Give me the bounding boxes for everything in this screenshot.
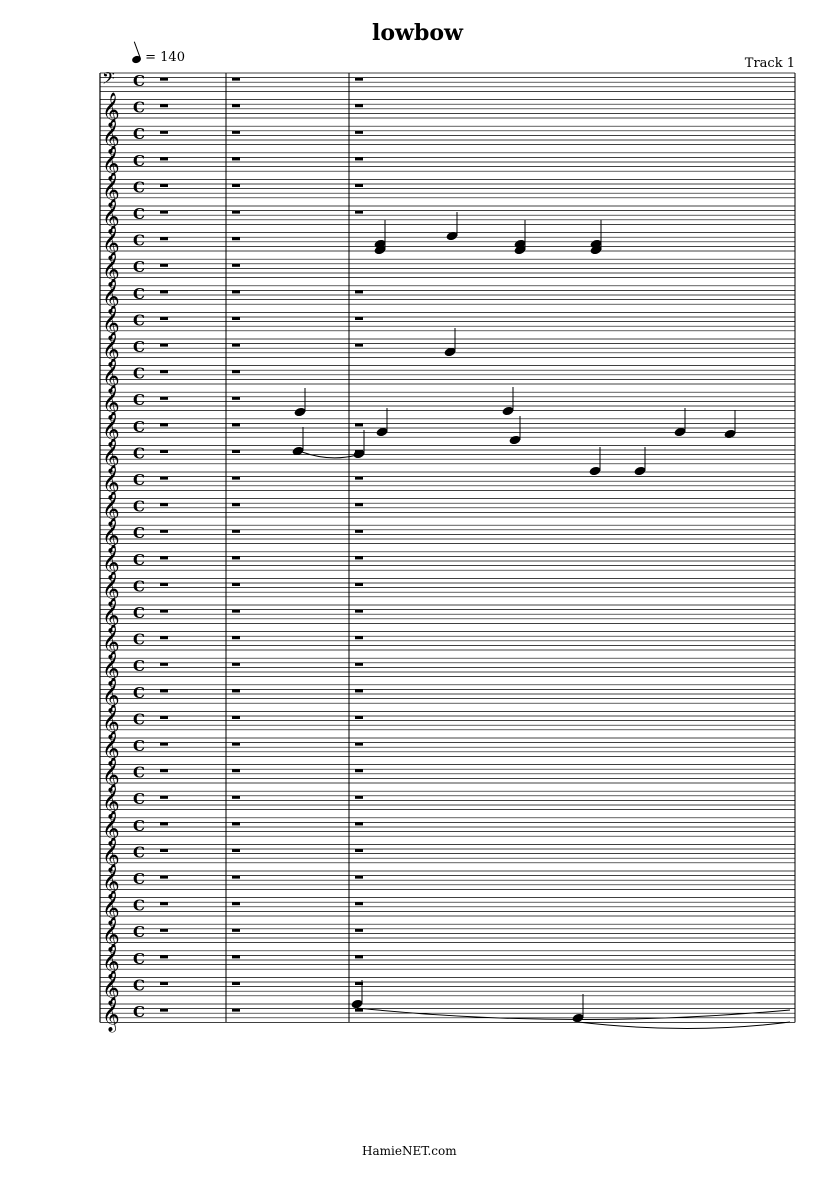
whole-rest (160, 530, 168, 533)
time-signature: C (133, 391, 145, 410)
time-signature: C (133, 258, 145, 277)
time-signature: C (133, 896, 145, 915)
whole-rest (355, 876, 363, 879)
whole-rest (232, 397, 240, 400)
whole-rest (355, 716, 363, 719)
whole-rest (355, 530, 363, 533)
treble-clef-icon: 𝄞 (102, 624, 120, 660)
time-signature: C (133, 311, 145, 330)
whole-rest (160, 477, 168, 480)
whole-rest (355, 689, 363, 692)
time-signature: C (133, 790, 145, 809)
whole-rest (232, 503, 240, 506)
whole-rest (232, 317, 240, 320)
whole-rest (160, 450, 168, 453)
whole-rest (232, 929, 240, 932)
whole-rest (355, 849, 363, 852)
time-signature: C (133, 125, 145, 144)
whole-rest (232, 902, 240, 905)
time-signature: C (133, 72, 145, 90)
time-signature: C (133, 816, 145, 835)
treble-clef-icon: 𝄞 (102, 943, 120, 979)
whole-rest (232, 822, 240, 825)
time-signature: C (133, 976, 145, 995)
whole-rest (355, 902, 363, 905)
whole-rest (355, 211, 363, 214)
treble-clef-icon: 𝄞 (102, 784, 120, 820)
whole-rest (232, 743, 240, 746)
whole-rest (232, 78, 240, 81)
whole-rest (160, 955, 168, 958)
whole-rest (355, 929, 363, 932)
whole-rest (160, 876, 168, 879)
whole-rest (232, 769, 240, 772)
treble-clef-icon: 𝄞 (102, 411, 120, 447)
time-signature: C (133, 630, 145, 649)
whole-rest (232, 450, 240, 453)
whole-rest (232, 530, 240, 533)
treble-clef-icon: 𝄞 (102, 837, 120, 873)
whole-rest (160, 583, 168, 586)
time-signature: C (133, 284, 145, 303)
whole-rest (160, 556, 168, 559)
whole-rest (232, 1009, 240, 1012)
treble-clef-icon: 𝄞 (102, 970, 120, 1006)
whole-rest (232, 982, 240, 985)
tie (578, 1022, 790, 1029)
time-signature: C (133, 683, 145, 702)
whole-rest (160, 902, 168, 905)
whole-rest (355, 796, 363, 799)
whole-rest (160, 769, 168, 772)
treble-clef-icon: 𝄞 (102, 890, 120, 926)
treble-clef-icon: 𝄞 (102, 544, 120, 580)
whole-rest (232, 290, 240, 293)
whole-rest (355, 743, 363, 746)
whole-rest (232, 716, 240, 719)
whole-rest (232, 610, 240, 613)
time-signature: C (133, 763, 145, 782)
treble-clef-icon: 𝄞 (102, 571, 120, 607)
tempo-text: = 140 (145, 50, 185, 65)
whole-rest (160, 1009, 168, 1012)
whole-rest (232, 796, 240, 799)
whole-rest (232, 849, 240, 852)
score-title: lowbow (372, 20, 463, 46)
whole-rest (355, 583, 363, 586)
whole-rest (160, 397, 168, 400)
time-signature: C (133, 417, 145, 436)
treble-clef-icon: 𝄞 (102, 491, 120, 527)
whole-rest (355, 822, 363, 825)
whole-rest (232, 876, 240, 879)
whole-rest (232, 556, 240, 559)
time-signature: C (133, 471, 145, 489)
treble-clef-icon: 𝄞 (102, 997, 120, 1032)
whole-rest (355, 290, 363, 293)
time-signature: C (133, 577, 145, 596)
whole-rest (355, 556, 363, 559)
whole-rest (160, 849, 168, 852)
time-signature: C (133, 151, 145, 170)
treble-clef-icon: 𝄞 (102, 225, 120, 261)
time-signature: C (133, 710, 145, 729)
whole-rest (160, 131, 168, 134)
treble-clef-icon: 𝄞 (102, 119, 120, 155)
whole-rest (160, 982, 168, 985)
treble-clef-icon: 𝄞 (102, 199, 120, 234)
time-signature: C (133, 364, 145, 383)
whole-rest (160, 689, 168, 692)
whole-rest (355, 104, 363, 107)
whole-rest (232, 689, 240, 692)
treble-clef-icon: 𝄞 (102, 305, 120, 341)
whole-rest (160, 317, 168, 320)
treble-clef-icon: 𝄞 (102, 704, 120, 740)
treble-clef-icon: 𝄞 (102, 332, 120, 367)
treble-clef-icon: 𝄞 (102, 145, 120, 181)
treble-clef-icon: 𝄞 (102, 438, 120, 474)
whole-rest (355, 317, 363, 320)
whole-rest (160, 423, 168, 426)
whole-rest (232, 344, 240, 347)
treble-clef-icon: 𝄞 (102, 92, 120, 128)
whole-rest (232, 636, 240, 639)
footer-credit: HamieNET.com (362, 1144, 457, 1158)
time-signature: C (133, 1003, 145, 1021)
whole-rest (232, 423, 240, 426)
whole-rest (232, 663, 240, 666)
whole-rest (232, 264, 240, 267)
whole-rest (160, 929, 168, 932)
treble-clef-icon: 𝄞 (102, 864, 120, 899)
whole-rest (232, 955, 240, 958)
whole-rest (160, 157, 168, 160)
whole-rest (160, 370, 168, 373)
whole-rest (160, 716, 168, 719)
time-signature: C (133, 949, 145, 968)
treble-clef-icon: 𝄞 (102, 465, 120, 500)
whole-rest (160, 290, 168, 293)
time-signature: C (133, 338, 145, 356)
whole-rest (160, 264, 168, 267)
treble-clef-icon: 𝄞 (102, 385, 120, 421)
time-signature: C (133, 604, 145, 622)
bass-clef-icon: 𝄢 (102, 68, 115, 92)
treble-clef-icon: 𝄞 (102, 172, 120, 208)
whole-rest (160, 104, 168, 107)
treble-clef-icon: 𝄞 (102, 917, 120, 953)
whole-rest (232, 477, 240, 480)
time-signature: C (133, 843, 145, 862)
time-signature: C (133, 231, 145, 250)
time-signature: C (133, 98, 145, 117)
whole-rest (355, 955, 363, 958)
whole-rest (355, 663, 363, 666)
whole-rest (232, 104, 240, 107)
whole-rest (232, 237, 240, 240)
whole-rest (160, 184, 168, 187)
whole-rest (160, 344, 168, 347)
time-signature: C (133, 178, 145, 197)
whole-rest (160, 211, 168, 214)
treble-clef-icon: 𝄞 (102, 358, 120, 394)
whole-rest (160, 503, 168, 506)
time-signature: C (133, 524, 145, 543)
whole-rest (160, 743, 168, 746)
whole-rest (160, 636, 168, 639)
whole-rest (160, 822, 168, 825)
whole-rest (355, 477, 363, 480)
whole-rest (160, 796, 168, 799)
whole-rest (232, 131, 240, 134)
whole-rest (160, 78, 168, 81)
treble-clef-icon: 𝄞 (102, 598, 120, 633)
time-signature: C (133, 923, 145, 942)
whole-rest (232, 184, 240, 187)
whole-rest (355, 344, 363, 347)
whole-rest (232, 211, 240, 214)
treble-clef-icon: 𝄞 (102, 757, 120, 793)
time-signature: C (133, 550, 145, 569)
whole-rest (355, 157, 363, 160)
time-signature: C (133, 205, 145, 223)
whole-rest (355, 78, 363, 81)
time-signature: C (133, 870, 145, 888)
treble-clef-icon: 𝄞 (102, 518, 120, 554)
whole-rest (355, 184, 363, 187)
whole-rest (355, 503, 363, 506)
whole-rest (160, 663, 168, 666)
whole-rest (355, 1009, 363, 1012)
time-signature: C (133, 444, 145, 463)
whole-rest (232, 370, 240, 373)
whole-rest (355, 769, 363, 772)
whole-rest (355, 636, 363, 639)
whole-rest (355, 423, 363, 426)
whole-rest (232, 157, 240, 160)
treble-clef-icon: 𝄞 (102, 677, 120, 713)
time-signature: C (133, 657, 145, 676)
whole-rest (160, 610, 168, 613)
treble-clef-icon: 𝄞 (102, 252, 120, 288)
instrument-label: Track 1 (744, 56, 795, 71)
treble-clef-icon: 𝄞 (102, 651, 120, 687)
whole-rest (355, 131, 363, 134)
treble-clef-icon: 𝄞 (102, 810, 120, 846)
whole-rest (355, 610, 363, 613)
treble-clef-icon: 𝄞 (102, 278, 120, 314)
time-signature: C (133, 497, 145, 516)
time-signature: C (133, 737, 145, 755)
treble-clef-icon: 𝄞 (102, 731, 120, 766)
whole-rest (232, 583, 240, 586)
whole-rest (160, 237, 168, 240)
